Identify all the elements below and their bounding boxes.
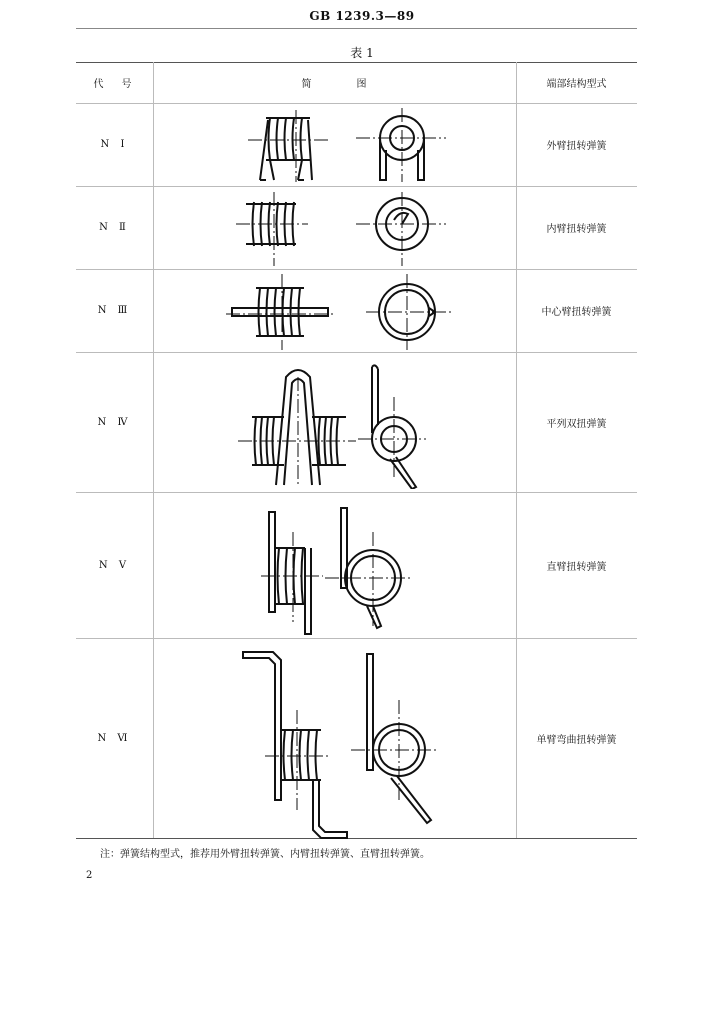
spring-table: [76, 62, 637, 838]
row-type: 单臂弯曲扭转弹簧: [536, 734, 617, 746]
row-code: N Ⅳ: [97, 416, 132, 428]
row-type: 直臂扭转弹簧: [546, 561, 607, 573]
row-type: 中心臂扭转弹簧: [541, 307, 612, 318]
spring-figure-n6: [241, 650, 441, 840]
row-type: 内臂扭转弹簧: [546, 224, 607, 235]
spring-figure-n5: [261, 502, 421, 638]
row-code: N Ⅴ: [98, 559, 131, 571]
col-header-diagram: 简 图: [301, 79, 368, 90]
col-header-end-type: 端部结构型式: [546, 79, 607, 90]
row-code: N Ⅰ: [100, 139, 129, 150]
row-code: N Ⅱ: [99, 222, 130, 233]
column-divider: [153, 62, 154, 838]
col-header-code: 代 号: [93, 79, 136, 90]
row-code: N Ⅲ: [97, 305, 132, 316]
header-rule: [76, 28, 637, 29]
standard-number: GB 1239.3—89: [309, 9, 415, 23]
spring-figure-n3: [226, 272, 456, 352]
table-caption: 表 1: [350, 46, 374, 60]
row-code: N Ⅵ: [97, 732, 132, 744]
spring-figure-n2: [236, 190, 456, 268]
page-number: 2: [86, 870, 93, 881]
row-type: 平列双扭弹簧: [546, 418, 607, 430]
spring-figure-n4: [236, 357, 436, 489]
spring-figure-n1: [236, 106, 456, 184]
row-type: 外臂扭转弹簧: [546, 141, 607, 152]
table-note: 注：弹簧结构型式，推荐用外臂扭转弹簧、内臂扭转弹簧、直臂扭转弹簧。: [100, 849, 430, 860]
